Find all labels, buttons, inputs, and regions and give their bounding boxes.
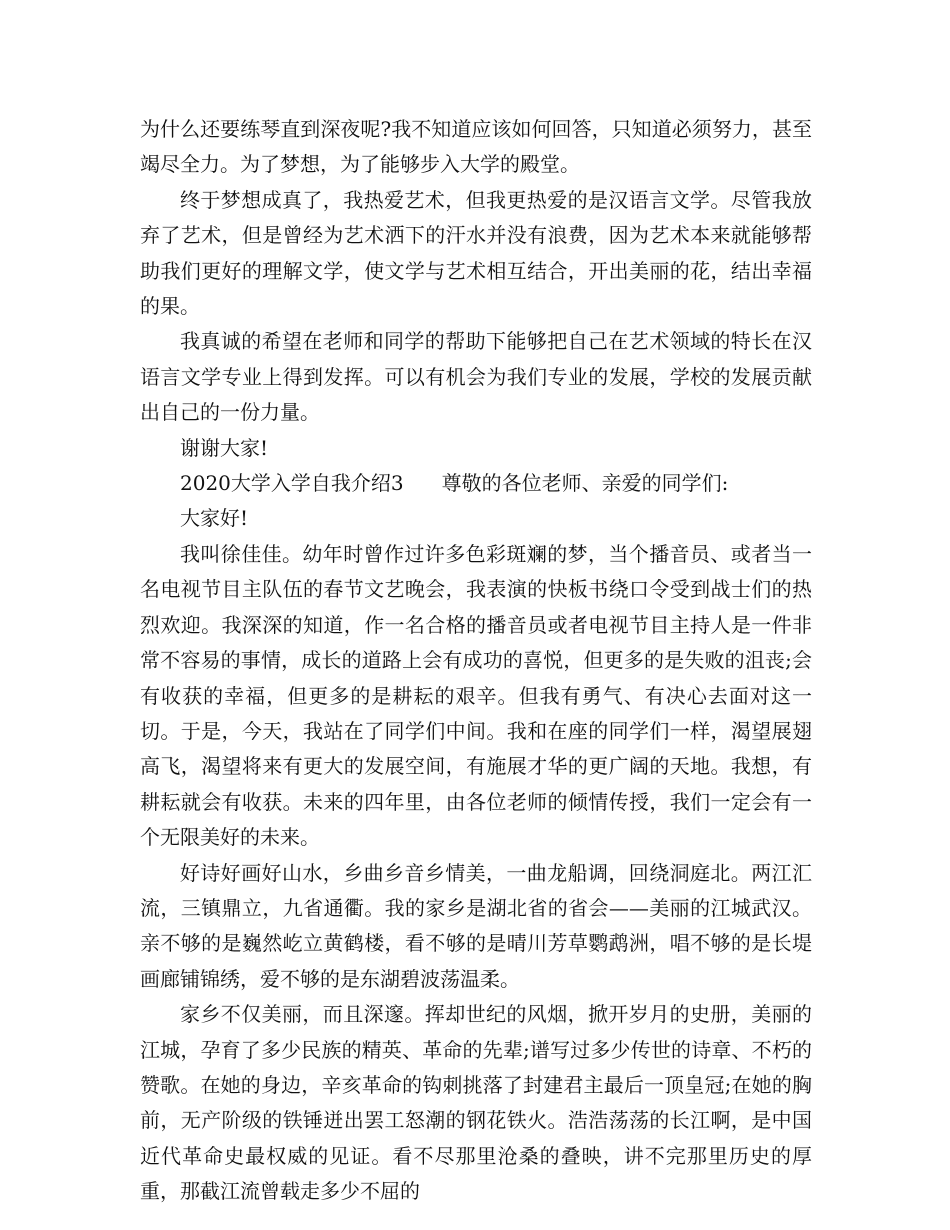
- paragraph-history: 家乡不仅美丽，而且深邃。挥却世纪的风烟，掀开岁月的史册，美丽的江城，孕育了多少民族的精英、革命的先辈;谱写过多少传世的诗章、不朽的赞歌。在她的身边，辛亥革命的钩刺挑落了封建君主最后一顶皇冠;在她的胸前，无产阶级的铁锤迸出罢工怒潮的钢花铁火。浩浩荡荡的长江啊，是中国近代革命史最权威的见证。看不尽那里沧桑的叠映，讲不完那里历史的厚重，那截江流曾载走多少不屈的: [140, 1002, 812, 1204]
- paragraph-hello: 大家好!: [180, 506, 249, 531]
- paragraph-thanks: 谢谢大家!: [180, 435, 269, 460]
- section-heading-line: [140, 466, 812, 501]
- paragraph-3: 我真诚的希望在老师和同学的帮助下能够把自己在艺术领域的特长在汉语言文学专业上得到发挥。可以有机会为我们专业的发展，学校的发展贡献出自己的一份力量。: [140, 329, 812, 425]
- paragraph-2: 终于梦想成真了，我热爱艺术，但我更热爱的是汉语言文学。尽管我放弃了艺术，但是曾经为艺术洒下的汗水并没有浪费，因为艺术本来就能够帮助我们更好的理解文学，使文学与艺术相互结合，开出美丽的花，结出幸福的果。: [140, 187, 812, 319]
- paragraph-intro: 我叫徐佳佳。幼年时曾作过许多色彩斑斓的梦，当个播音员、或者当一名电视节目主队伍的春节文艺晚会，我表演的快板书绕口令受到战士们的热烈欢迎。我深深的知道，作一名合格的播音员或者电视节目主持人是一件非常不容易的事情，成长的道路上会有成功的喜悦，但更多的是失败的沮丧;会有收获的幸福，但更多的是耕耘的艰辛。但我有勇气、有决心去面对这一切。于是，今天，我站在了同学们中间。我和在座的同学们一样，渴望展翅高飞，渴望将来有更大的发展空间，有施展才华的更广阔的天地。我想，有耕耘就会有收获。未来的四年里，由各位老师的倾情传授，我们一定会有一个无限美好的未来。: [140, 541, 812, 850]
- paragraph-1: 为什么还要练琴直到深夜呢?我不知道应该如何回答，只知道必须努力，甚至竭尽全力。为了梦想，为了能够步入大学的殿堂。: [140, 117, 812, 177]
- section-greeting: 尊敬的各位老师、亲爱的同学们:: [441, 471, 729, 496]
- document-body: [140, 112, 812, 1210]
- section-title: 2020大学入学自我介绍3: [180, 471, 404, 496]
- paragraph-hometown: 好诗好画好山水，乡曲乡音乡情美，一曲龙船调，回绕洞庭北。两江汇流，三镇鼎立，九省通衢。我的家乡是湖北省的省会——美丽的江城武汉。亲不够的是巍然屹立黄鹤楼，看不够的是晴川芳草鹦鹉洲，唱不够的是长堤画廊铺锦绣，爱不够的是东湖碧波荡温柔。: [140, 860, 812, 991]
